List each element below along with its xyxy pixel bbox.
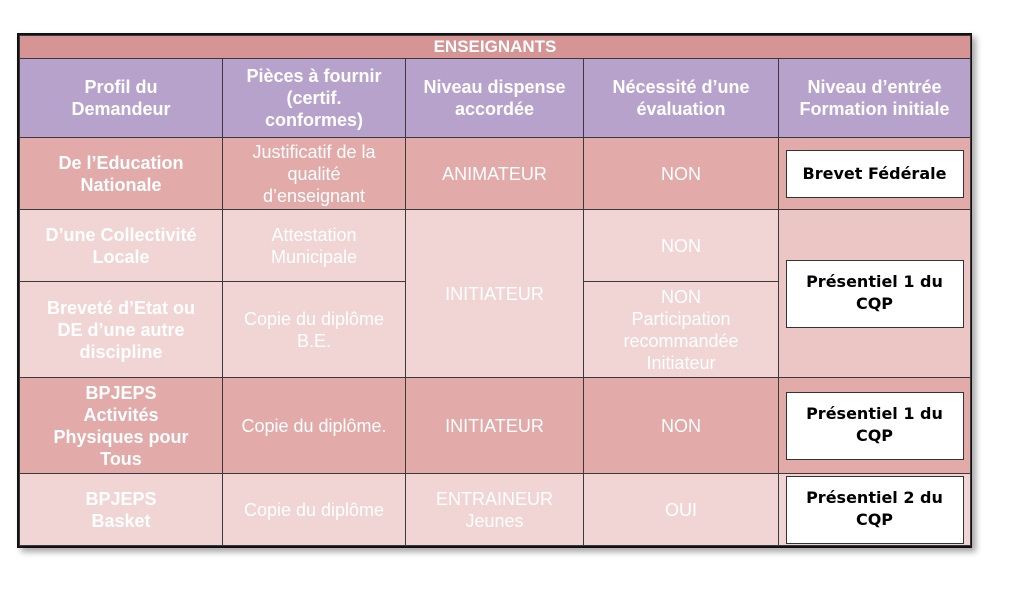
cell-evaluation: OUI [584,474,779,546]
cell-profil: Breveté d’Etat ou DE d’une autre discipline [20,282,223,378]
table-row [20,474,971,546]
cell-niveau: ANIMATEUR [406,138,584,210]
cell-entree [779,378,971,474]
entree-box: Présentiel 1 du CQP [786,260,964,328]
cell-entree [779,474,971,546]
cell-profil: BPJEPS Basket [20,474,223,546]
cell-pieces: Copie du diplôme B.E. [223,282,406,378]
enseignants-table-frame [17,33,972,548]
cell-niveau-merged: INITIATEUR [406,210,584,378]
header-entree: Niveau d’entrée Formation initiale [779,59,971,138]
cell-evaluation: NON [584,138,779,210]
entree-box: Brevet Fédérale [786,150,964,198]
entree-box: Présentiel 1 du CQP [786,392,964,460]
cell-evaluation: NON [584,210,779,282]
cell-profil: D’une Collectivité Locale [20,210,223,282]
cell-pieces: Justificatif de la qualité d’enseignant [223,138,406,210]
table-row [20,210,971,282]
cell-entree [779,138,971,210]
cell-niveau: INITIATEUR [406,378,584,474]
cell-evaluation: NON Participation recommandée Initiateur [584,282,779,378]
cell-profil: BPJEPS Activités Physiques pour Tous [20,378,223,474]
table-title: ENSEIGNANTS [20,36,971,59]
header-profil: Profil du Demandeur [20,59,223,138]
entree-box: Présentiel 2 du CQP [786,476,964,544]
header-pieces: Pièces à fournir (certif. conformes) [223,59,406,138]
cell-entree-merged [779,210,971,378]
table-row [20,378,971,474]
cell-evaluation: NON [584,378,779,474]
table-row [20,138,971,210]
cell-profil: De l’Education Nationale [20,138,223,210]
cell-pieces: Copie du diplôme. [223,378,406,474]
header-evaluation: Nécessité d’une évaluation [584,59,779,138]
cell-pieces: Attestation Municipale [223,210,406,282]
cell-niveau: ENTRAINEUR Jeunes [406,474,584,546]
enseignants-table [19,35,971,546]
header-row [20,59,971,138]
cell-pieces: Copie du diplôme [223,474,406,546]
header-niveau: Niveau dispense accordée [406,59,584,138]
